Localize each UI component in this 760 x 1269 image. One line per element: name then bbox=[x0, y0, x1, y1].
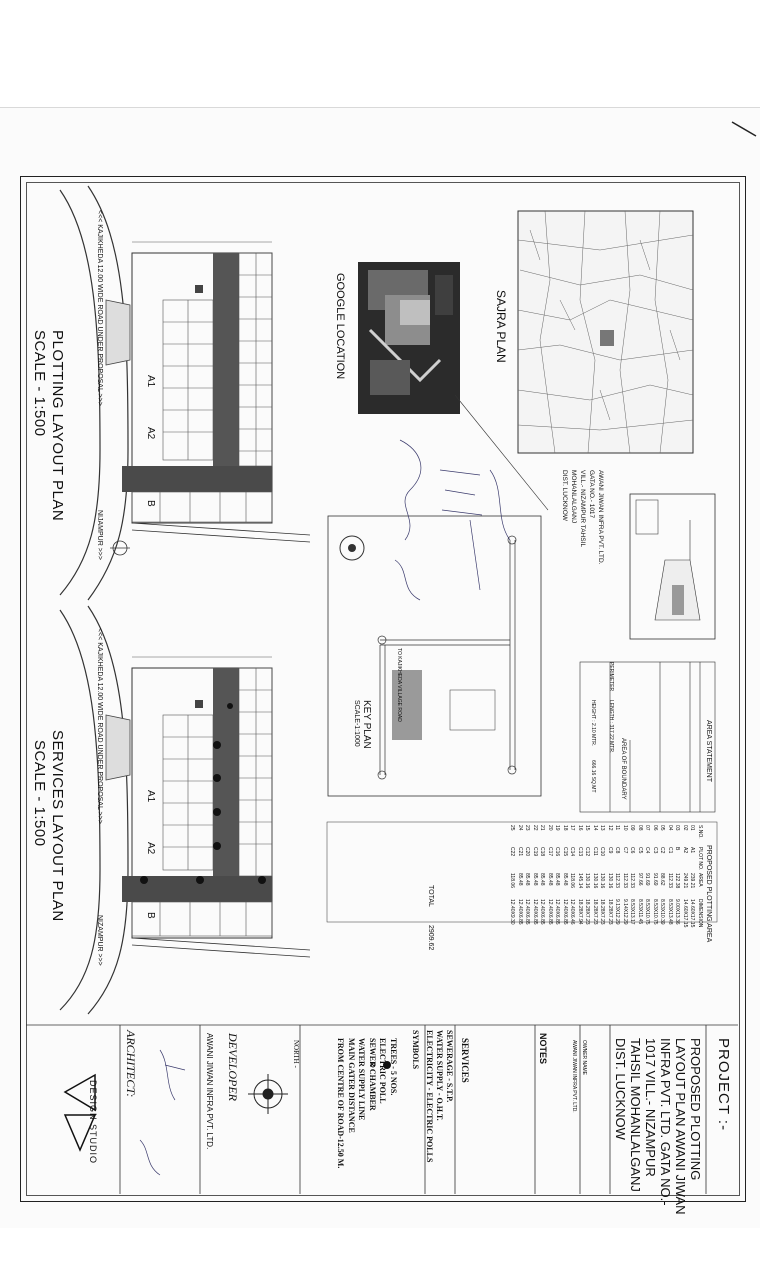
plotting-area-cell: DIMENSION bbox=[697, 899, 703, 928]
plotting-area-cell: 130.16 bbox=[584, 873, 591, 889]
plotting-area-row bbox=[591, 825, 599, 947]
project-heading: PROJECT :- bbox=[715, 1038, 732, 1132]
plotting-area-cell: 22 bbox=[532, 825, 538, 831]
plotting-area-cell: 112.33 bbox=[629, 873, 636, 888]
plotting-area-cell: 05 bbox=[659, 825, 666, 831]
plotting-area-cell: C15 bbox=[562, 847, 568, 857]
plotting-area-cell: 24 bbox=[517, 825, 523, 831]
plotting-area-cell: 12 bbox=[607, 825, 613, 831]
plotting-area-row bbox=[583, 825, 591, 947]
services-lines: SEWERAGE - S.T.P. WATER SUPPLY - O.H.T. ELECTRICITY - ELECTRIC POLLS bbox=[425, 1030, 454, 1163]
plotting-area-cell: C10 bbox=[599, 847, 606, 857]
plotting-plan-title: PLOTTING LAYOUT PLAN bbox=[49, 330, 66, 522]
plotting-area-row bbox=[531, 825, 539, 947]
plotting-area-cell: 12.40X6.85 bbox=[554, 899, 561, 925]
area-statement-title: AREA STATEMENT bbox=[705, 720, 712, 782]
plotting-area-cell: 06 bbox=[652, 825, 658, 831]
plotting-area-row bbox=[613, 825, 621, 947]
plotting-area-cell: 12.40X6.85 bbox=[524, 899, 531, 925]
plotting-area-cell: 21 bbox=[539, 825, 546, 831]
plotting-area-cell: 85.48 bbox=[554, 873, 561, 886]
plotting-area-cell: C18 bbox=[539, 847, 546, 857]
plotting-area-cell: C16 bbox=[554, 847, 561, 857]
services-nizampur-label: NIZAMPUR >>> bbox=[96, 915, 103, 966]
notes-heading: NOTES bbox=[538, 1033, 548, 1065]
plotting-area-cell: 8.53X11.45 bbox=[637, 899, 643, 925]
north-label: NORTH - bbox=[292, 1040, 300, 1068]
plotting-area-cell: 02 bbox=[682, 825, 688, 831]
plotting-area-cell: 145.14 bbox=[577, 873, 583, 889]
plotting-area-header bbox=[696, 825, 704, 947]
plotting-area-cell: 85.48 bbox=[547, 873, 553, 886]
plotting-nijampur-label: NIJAMPUR >>> bbox=[96, 510, 103, 560]
plotting-area-cell: 18.28X7.94 bbox=[577, 899, 583, 925]
section-detail bbox=[630, 494, 715, 639]
plotting-area-cell: PLOT NO. bbox=[697, 847, 703, 871]
plotting-area-cell: 04 bbox=[667, 825, 673, 831]
plotting-area-cell: 88.62 bbox=[659, 873, 666, 886]
plotting-area-row bbox=[643, 825, 651, 947]
plotting-plan-scale: SCALE - 1:500 bbox=[31, 330, 48, 437]
plotting-area-cell: C4 bbox=[644, 847, 651, 854]
plotting-area-cell: 8.53X10.39 bbox=[659, 899, 666, 925]
plotting-area-row bbox=[688, 825, 696, 947]
plotting-area-cell: 8.53X13.48 bbox=[667, 899, 673, 925]
plotting-total-label: TOTAL bbox=[427, 885, 434, 907]
plotting-area-cell: 8.53X13.17 bbox=[629, 899, 636, 925]
plotting-area-cell: 12.40X6.85 bbox=[539, 899, 546, 925]
plotting-area-cell: C12 bbox=[584, 847, 591, 857]
handwritten-marks bbox=[395, 440, 510, 600]
sajra-title: SAJRA PLAN bbox=[494, 290, 508, 363]
plotting-area-cell: 12.40X6.85 bbox=[517, 899, 523, 925]
plotting-area-cell: 85.48 bbox=[539, 873, 546, 886]
plotting-area-cell: 18.28X7.23 bbox=[599, 899, 606, 925]
plotting-area-cell: 19 bbox=[554, 825, 561, 831]
plotting-area-row bbox=[606, 825, 614, 947]
plotting-area-cell: 112.33 bbox=[614, 873, 621, 888]
services-plot-a1-label: A1 bbox=[145, 790, 156, 803]
plotting-area-rows bbox=[508, 825, 703, 947]
plotting-area-cell: 14.60X17.15 bbox=[689, 899, 696, 928]
plotting-area-cell: 03 bbox=[674, 825, 681, 831]
signature-architect bbox=[140, 1050, 185, 1175]
services-plot-a2-label: A2 bbox=[145, 842, 156, 855]
services-road-label: <<< KAJIKHEDA 12.00 WIDE ROAD UNDER PROPOSAL >>> bbox=[96, 628, 103, 824]
plotting-area-row bbox=[523, 825, 531, 947]
plotting-area-row bbox=[561, 825, 569, 947]
plotting-area-cell: S.NO. bbox=[697, 825, 703, 839]
plot-a1-label: A1 bbox=[145, 375, 156, 388]
plotting-area-cell: C1 bbox=[667, 847, 673, 854]
plotting-area-cell: 122.38 bbox=[674, 873, 681, 889]
plotting-area-cell: 11 bbox=[614, 825, 621, 831]
plotting-area-cell: 118.06 bbox=[509, 873, 516, 888]
north-compass bbox=[248, 1074, 288, 1114]
plotting-total-value: 2909.62 bbox=[427, 925, 434, 951]
plotting-area-cell: C11 bbox=[592, 847, 598, 856]
plotting-area-cell: 07 bbox=[644, 825, 651, 831]
key-plan-drawing bbox=[328, 516, 541, 796]
plotting-area-cell: 23 bbox=[524, 825, 531, 831]
plotting-area-cell: 118.06 bbox=[569, 873, 576, 888]
plotting-area-cell: 85.48 bbox=[532, 873, 538, 886]
plotting-area-cell: 8.53X10.75 bbox=[644, 899, 651, 925]
plotting-area-cell: C6 bbox=[629, 847, 636, 854]
architect-heading: ARCHITECT: bbox=[124, 1030, 138, 1098]
plotting-area-cell: C5 bbox=[637, 847, 643, 854]
plotting-area-cell: 17 bbox=[569, 825, 576, 831]
perimeter-label: PERIMETER bbox=[608, 662, 614, 692]
plotting-area-cell: 9.14X12.29 bbox=[622, 899, 628, 925]
developer-heading: DEVELOPER bbox=[226, 1033, 240, 1101]
plotting-area-cell: 130.16 bbox=[592, 873, 598, 889]
plotting-area-cell: C21 bbox=[517, 847, 523, 857]
services-plot-b-label: B bbox=[145, 912, 156, 919]
plotting-area-cell: A1 bbox=[689, 847, 696, 854]
plotting-area-cell: C9 bbox=[607, 847, 613, 854]
plotting-area-cell: 85.48 bbox=[562, 873, 568, 886]
plotting-area-cell: 08 bbox=[637, 825, 643, 831]
plotting-area-cell: B bbox=[674, 847, 681, 851]
plotting-area-row bbox=[636, 825, 644, 947]
plotting-area-cell: 01 bbox=[689, 825, 696, 831]
plot-a2-label: A2 bbox=[145, 427, 156, 440]
plotting-area-cell: 249.21 bbox=[682, 873, 688, 889]
plotting-area-cell: 112.33 bbox=[667, 873, 673, 888]
plotting-area-cell: 14 bbox=[592, 825, 598, 831]
plotting-area-cell: 130.16 bbox=[607, 873, 613, 889]
plotting-area-cell: AREA bbox=[697, 873, 703, 887]
plotting-area-row bbox=[576, 825, 584, 947]
key-plan-title: KEY PLAN bbox=[361, 700, 372, 749]
plotting-area-row bbox=[621, 825, 629, 947]
plotting-area-row bbox=[673, 825, 681, 947]
plotting-area-cell: 14.60X17.15 bbox=[682, 899, 688, 928]
plotting-area-cell: 239.21 bbox=[689, 873, 696, 889]
plotting-area-cell: C14 bbox=[569, 847, 576, 857]
plotting-area-row bbox=[538, 825, 546, 947]
area-statement-table bbox=[580, 662, 715, 812]
plotting-area-cell: 09 bbox=[629, 825, 636, 831]
google-location-image bbox=[358, 262, 460, 414]
plotting-area-cell: 12.40X6.85 bbox=[562, 899, 568, 925]
key-plan-scale: SCALE-1:1000 bbox=[353, 700, 360, 747]
boundary-sqmt: 666.16 SQ.MT bbox=[590, 760, 596, 793]
owner-value: AWANI JIWAN INFRA PVT. LTD. bbox=[571, 1040, 577, 1113]
plotting-area-cell: 91.69 bbox=[644, 873, 651, 886]
plotting-area-cell: C2 bbox=[659, 847, 666, 854]
plotting-area-cell: C19 bbox=[532, 847, 538, 857]
plotting-area-cell: C17 bbox=[547, 847, 553, 857]
plot-b-label: B bbox=[145, 500, 156, 507]
plotting-area-row bbox=[516, 825, 524, 947]
plotting-area-cell: C13 bbox=[577, 847, 583, 857]
plotting-area-cell: 8.53X10.75 bbox=[652, 899, 658, 925]
plotting-area-cell: 12.40X6.85 bbox=[547, 899, 553, 925]
plotting-area-cell: 15 bbox=[584, 825, 591, 831]
plotting-area-cell: 18 bbox=[562, 825, 568, 831]
plotting-area-cell: 97.66 bbox=[637, 873, 643, 886]
plotting-area-cell: 13 bbox=[599, 825, 606, 831]
plotting-area-cell: 20 bbox=[547, 825, 553, 831]
plotting-area-row bbox=[681, 825, 689, 947]
plotting-area-row bbox=[598, 825, 606, 947]
plotting-area-row bbox=[553, 825, 561, 947]
owner-label: OWNER NAME bbox=[581, 1040, 587, 1075]
plotting-area-cell: 16 bbox=[577, 825, 583, 831]
boundary-title: AREA OF BOUNDARY bbox=[620, 738, 626, 800]
services-plan-title: SERVICES LAYOUT PLAN bbox=[49, 730, 66, 922]
plotting-area-row bbox=[508, 825, 516, 947]
plotting-area-row bbox=[546, 825, 554, 947]
google-location-title: GOOGLE LOCATION bbox=[334, 273, 346, 380]
architect-studio: DESIGN STUDIO bbox=[88, 1080, 98, 1165]
services-plan-scale: SCALE - 1:500 bbox=[31, 740, 48, 847]
plotting-area-cell: A2 bbox=[682, 847, 688, 854]
developer-name: AWANI JIWAN INFRA PVT. LTD. bbox=[205, 1033, 214, 1150]
symbols-heading: SYMBOLS bbox=[411, 1030, 420, 1070]
plotting-area-cell: C22 bbox=[509, 847, 516, 857]
sajra-note: AWANI JIWAN INFRA PVT. LTD. GATA NO.- 1017 VILL.- NIZAMPUR TAHSIL MOHANLALGANJ DIST. LUCKNOW bbox=[561, 470, 604, 565]
symbols-list: TREES - 5 NOS. ELECTRIC POLL SEWER CHAMBER WATER SUPPLY LINE MAIN GATER DISTANCE FROM CENTRE OF ROAD-12.50 M. bbox=[336, 1038, 398, 1169]
plotting-area-cell: 85.48 bbox=[524, 873, 531, 886]
project-lines: PROPOSED PLOTTING LAYOUT PLAN AWANI JIWAN INFRA PVT. LTD. GATA NO.- 1017 VILL.- NIZAMPUR TAHSIL MOHANLALGANJ DIST. LUCKNOW bbox=[613, 1038, 703, 1215]
plotting-area-cell: 12.40X9.30 bbox=[509, 899, 516, 925]
plotting-area-cell: 18.28X7.23 bbox=[584, 899, 591, 925]
plotting-area-row bbox=[651, 825, 659, 947]
sajra-map bbox=[518, 211, 693, 453]
plotting-area-cell: C7 bbox=[622, 847, 628, 854]
perimeter-length: LENGTH : 317.22 MTR. bbox=[608, 700, 614, 754]
services-heading: SERVICES bbox=[460, 1038, 470, 1083]
plotting-area-cell: 112.33 bbox=[622, 873, 628, 888]
plotting-area-cell: 10 bbox=[622, 825, 628, 831]
plotting-area-cell: 9.00X13.36 bbox=[674, 899, 681, 925]
plotting-area-cell: 18.28X7.23 bbox=[607, 899, 613, 925]
plotting-area-cell: 25 bbox=[509, 825, 516, 831]
plotting-area-cell: 9.13X12.29 bbox=[614, 899, 621, 925]
plotting-area-cell: 12.40X6.46 bbox=[569, 899, 576, 925]
boundary-height: HEIGHT : 2.10 MTR. bbox=[590, 700, 596, 747]
plotting-area-cell: 85.48 bbox=[517, 873, 523, 886]
plotting-area-cell: 18.28X7.23 bbox=[592, 899, 598, 925]
plotting-area-row bbox=[628, 825, 636, 947]
plotting-area-row bbox=[666, 825, 674, 947]
plotting-area-cell: C20 bbox=[524, 847, 531, 857]
plotting-road-label: <<< KAJIKHEDA 12.00 WIDE ROAD UNDER PROPOSAL >>> bbox=[96, 210, 103, 406]
plotting-area-cell: 12.40X6.85 bbox=[532, 899, 538, 925]
plotting-area-row bbox=[658, 825, 666, 947]
plotting-area-cell: 130.16 bbox=[599, 873, 606, 889]
plotting-area-cell: 91.69 bbox=[652, 873, 658, 886]
plotting-area-row bbox=[568, 825, 576, 947]
plotting-area-cell: C8 bbox=[614, 847, 621, 854]
plotting-area-cell: C3 bbox=[652, 847, 658, 854]
plotting-area-title: PROPOSED PLOTTING AREA bbox=[705, 845, 712, 943]
key-plan-road: TO KAJIKHEDA VILLAGE ROAD bbox=[396, 648, 402, 722]
